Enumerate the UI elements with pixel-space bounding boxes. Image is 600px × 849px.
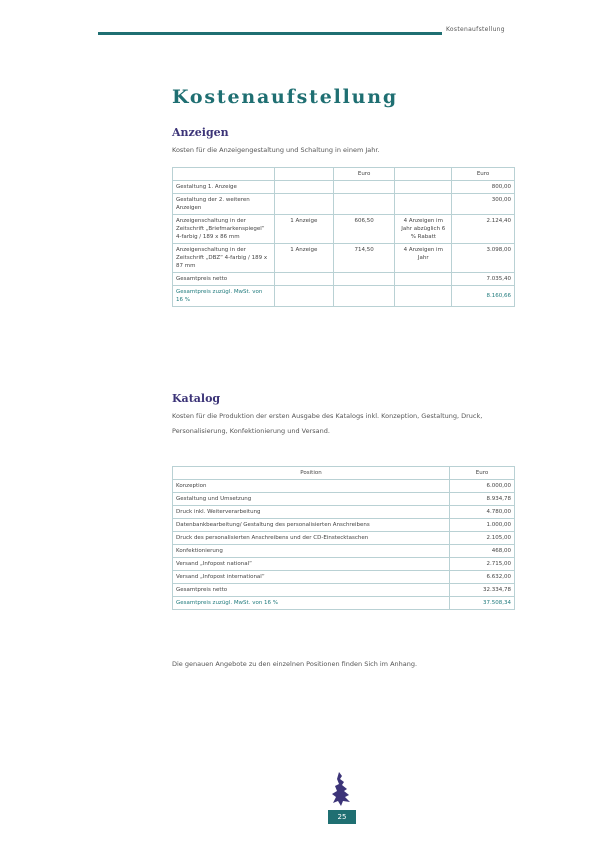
- katalog-intro: Kosten für die Produktion der ersten Ausgabe des Katalogs inkl. Konzeption, Gestaltung, Druck, Personalisierung, Konfektionierung und Versand.: [172, 412, 483, 435]
- table-cell: Gesamtpreis netto: [173, 584, 449, 596]
- table-row: [173, 597, 514, 609]
- table-cell: 4.780,00: [450, 506, 514, 518]
- table-cell: Versand „Infopost national“: [173, 558, 449, 570]
- table-cell: Anzeigenschaltung in der Zeitschrift „Briefmarkenspiegel“ 4-farbig / 189 x 86 mm: [173, 215, 274, 243]
- table-cell: 4 Anzeigen im Jahr abzüglich 6 % Rabatt: [395, 215, 451, 243]
- table-cell: 7.035,40: [452, 273, 514, 285]
- table-cell: 37.508,34: [450, 597, 514, 609]
- table-cell: Konzeption: [173, 480, 449, 492]
- table-cell: Gesamtpreis netto: [173, 273, 274, 285]
- table-cell: Gesamtpreis zuzügl. MwSt. von 16 %: [173, 286, 274, 306]
- table-cell: 8.160,66: [452, 286, 514, 306]
- table-cell: 4 Anzeigen im Jahr: [395, 244, 451, 272]
- katalog-table: [172, 466, 515, 610]
- table-cell: Versand „Infopost international“: [173, 571, 449, 583]
- table-cell: 800,00: [452, 181, 514, 193]
- anzeigen-table: [172, 167, 515, 307]
- table-cell: Euro: [334, 168, 395, 180]
- table-cell: Gestaltung und Umsetzung: [173, 493, 449, 505]
- table-row: [173, 558, 514, 570]
- table-cell: Anzeigenschaltung in der Zeitschrift „DBZ“ 4-farbig / 189 x 87 mm: [173, 244, 274, 272]
- running-header: Kostenaufstellung: [446, 26, 505, 33]
- table-cell: [334, 194, 395, 214]
- table-cell: [334, 181, 395, 193]
- table-cell: Datenbankbearbeitung/ Gestaltung des personalisierten Anschreibens: [173, 519, 449, 531]
- table-cell: 2.124,40: [452, 215, 514, 243]
- table-header-row: [173, 168, 514, 180]
- table-cell: 468,00: [450, 545, 514, 557]
- table-row: [173, 194, 514, 214]
- header-rule: [98, 32, 442, 35]
- table-cell: 2.715,00: [450, 558, 514, 570]
- table-cell: 32.334,78: [450, 584, 514, 596]
- table-row: [173, 545, 514, 557]
- table-row: [173, 571, 514, 583]
- table-cell: 6.632,00: [450, 571, 514, 583]
- table-row: [173, 584, 514, 596]
- table-cell: [334, 286, 395, 306]
- eagle-logo-icon: [330, 770, 354, 808]
- table-cell: 6.000,00: [450, 480, 514, 492]
- table-cell: 1 Anzeige: [275, 215, 333, 243]
- table-cell: [275, 168, 333, 180]
- table-cell: Konfektionierung: [173, 545, 449, 557]
- table-row: [173, 273, 514, 285]
- table-row: [173, 181, 514, 193]
- table-cell: [275, 273, 333, 285]
- table-row: [173, 286, 514, 306]
- table-cell: Druck inkl. Weiterverarbeitung: [173, 506, 449, 518]
- table-cell: 1 Anzeige: [275, 244, 333, 272]
- table-row: [173, 519, 514, 531]
- table-cell: Gestaltung 1. Anzeige: [173, 181, 274, 193]
- table-row: [173, 215, 514, 243]
- table-cell: [275, 181, 333, 193]
- table-cell: Euro: [450, 467, 514, 479]
- table-cell: 2.105,00: [450, 532, 514, 544]
- table-row: [173, 244, 514, 272]
- table-cell: Gestaltung der 2. weiteren Anzeigen: [173, 194, 274, 214]
- table-row: [173, 532, 514, 544]
- page-title: Kostenaufstellung: [172, 86, 398, 108]
- table-cell: [275, 286, 333, 306]
- table-cell: Gesamtpreis zuzügl. MwSt. von 16 %: [173, 597, 449, 609]
- table-cell: 3.098,00: [452, 244, 514, 272]
- section-heading-anzeigen: Anzeigen: [172, 126, 229, 139]
- table-cell: [395, 194, 451, 214]
- table-cell: 714,50: [334, 244, 395, 272]
- table-cell: Druck des personalisierten Anschreibens und der CD-Einstecktaschen: [173, 532, 449, 544]
- page-number: 25: [328, 810, 356, 824]
- footer-note: Die genauen Angebote zu den einzelnen Positionen finden Sich im Anhang.: [172, 660, 418, 668]
- table-row: [173, 506, 514, 518]
- table-cell: 300,00: [452, 194, 514, 214]
- table-row: [173, 480, 514, 492]
- section-heading-katalog: Katalog: [172, 392, 221, 405]
- table-cell: [275, 194, 333, 214]
- table-header-row: [173, 467, 514, 479]
- table-cell: 606,50: [334, 215, 395, 243]
- table-cell: 1.000,00: [450, 519, 514, 531]
- table-cell: [395, 168, 451, 180]
- table-cell: Position: [173, 467, 449, 479]
- table-cell: [334, 273, 395, 285]
- table-cell: [395, 181, 451, 193]
- table-cell: [395, 273, 451, 285]
- table-cell: [395, 286, 451, 306]
- anzeigen-intro: Kosten für die Anzeigengestaltung und Schaltung in einem Jahr.: [172, 146, 380, 154]
- table-cell: Euro: [452, 168, 514, 180]
- table-cell: 8.934,78: [450, 493, 514, 505]
- table-row: [173, 493, 514, 505]
- table-cell: [173, 168, 274, 180]
